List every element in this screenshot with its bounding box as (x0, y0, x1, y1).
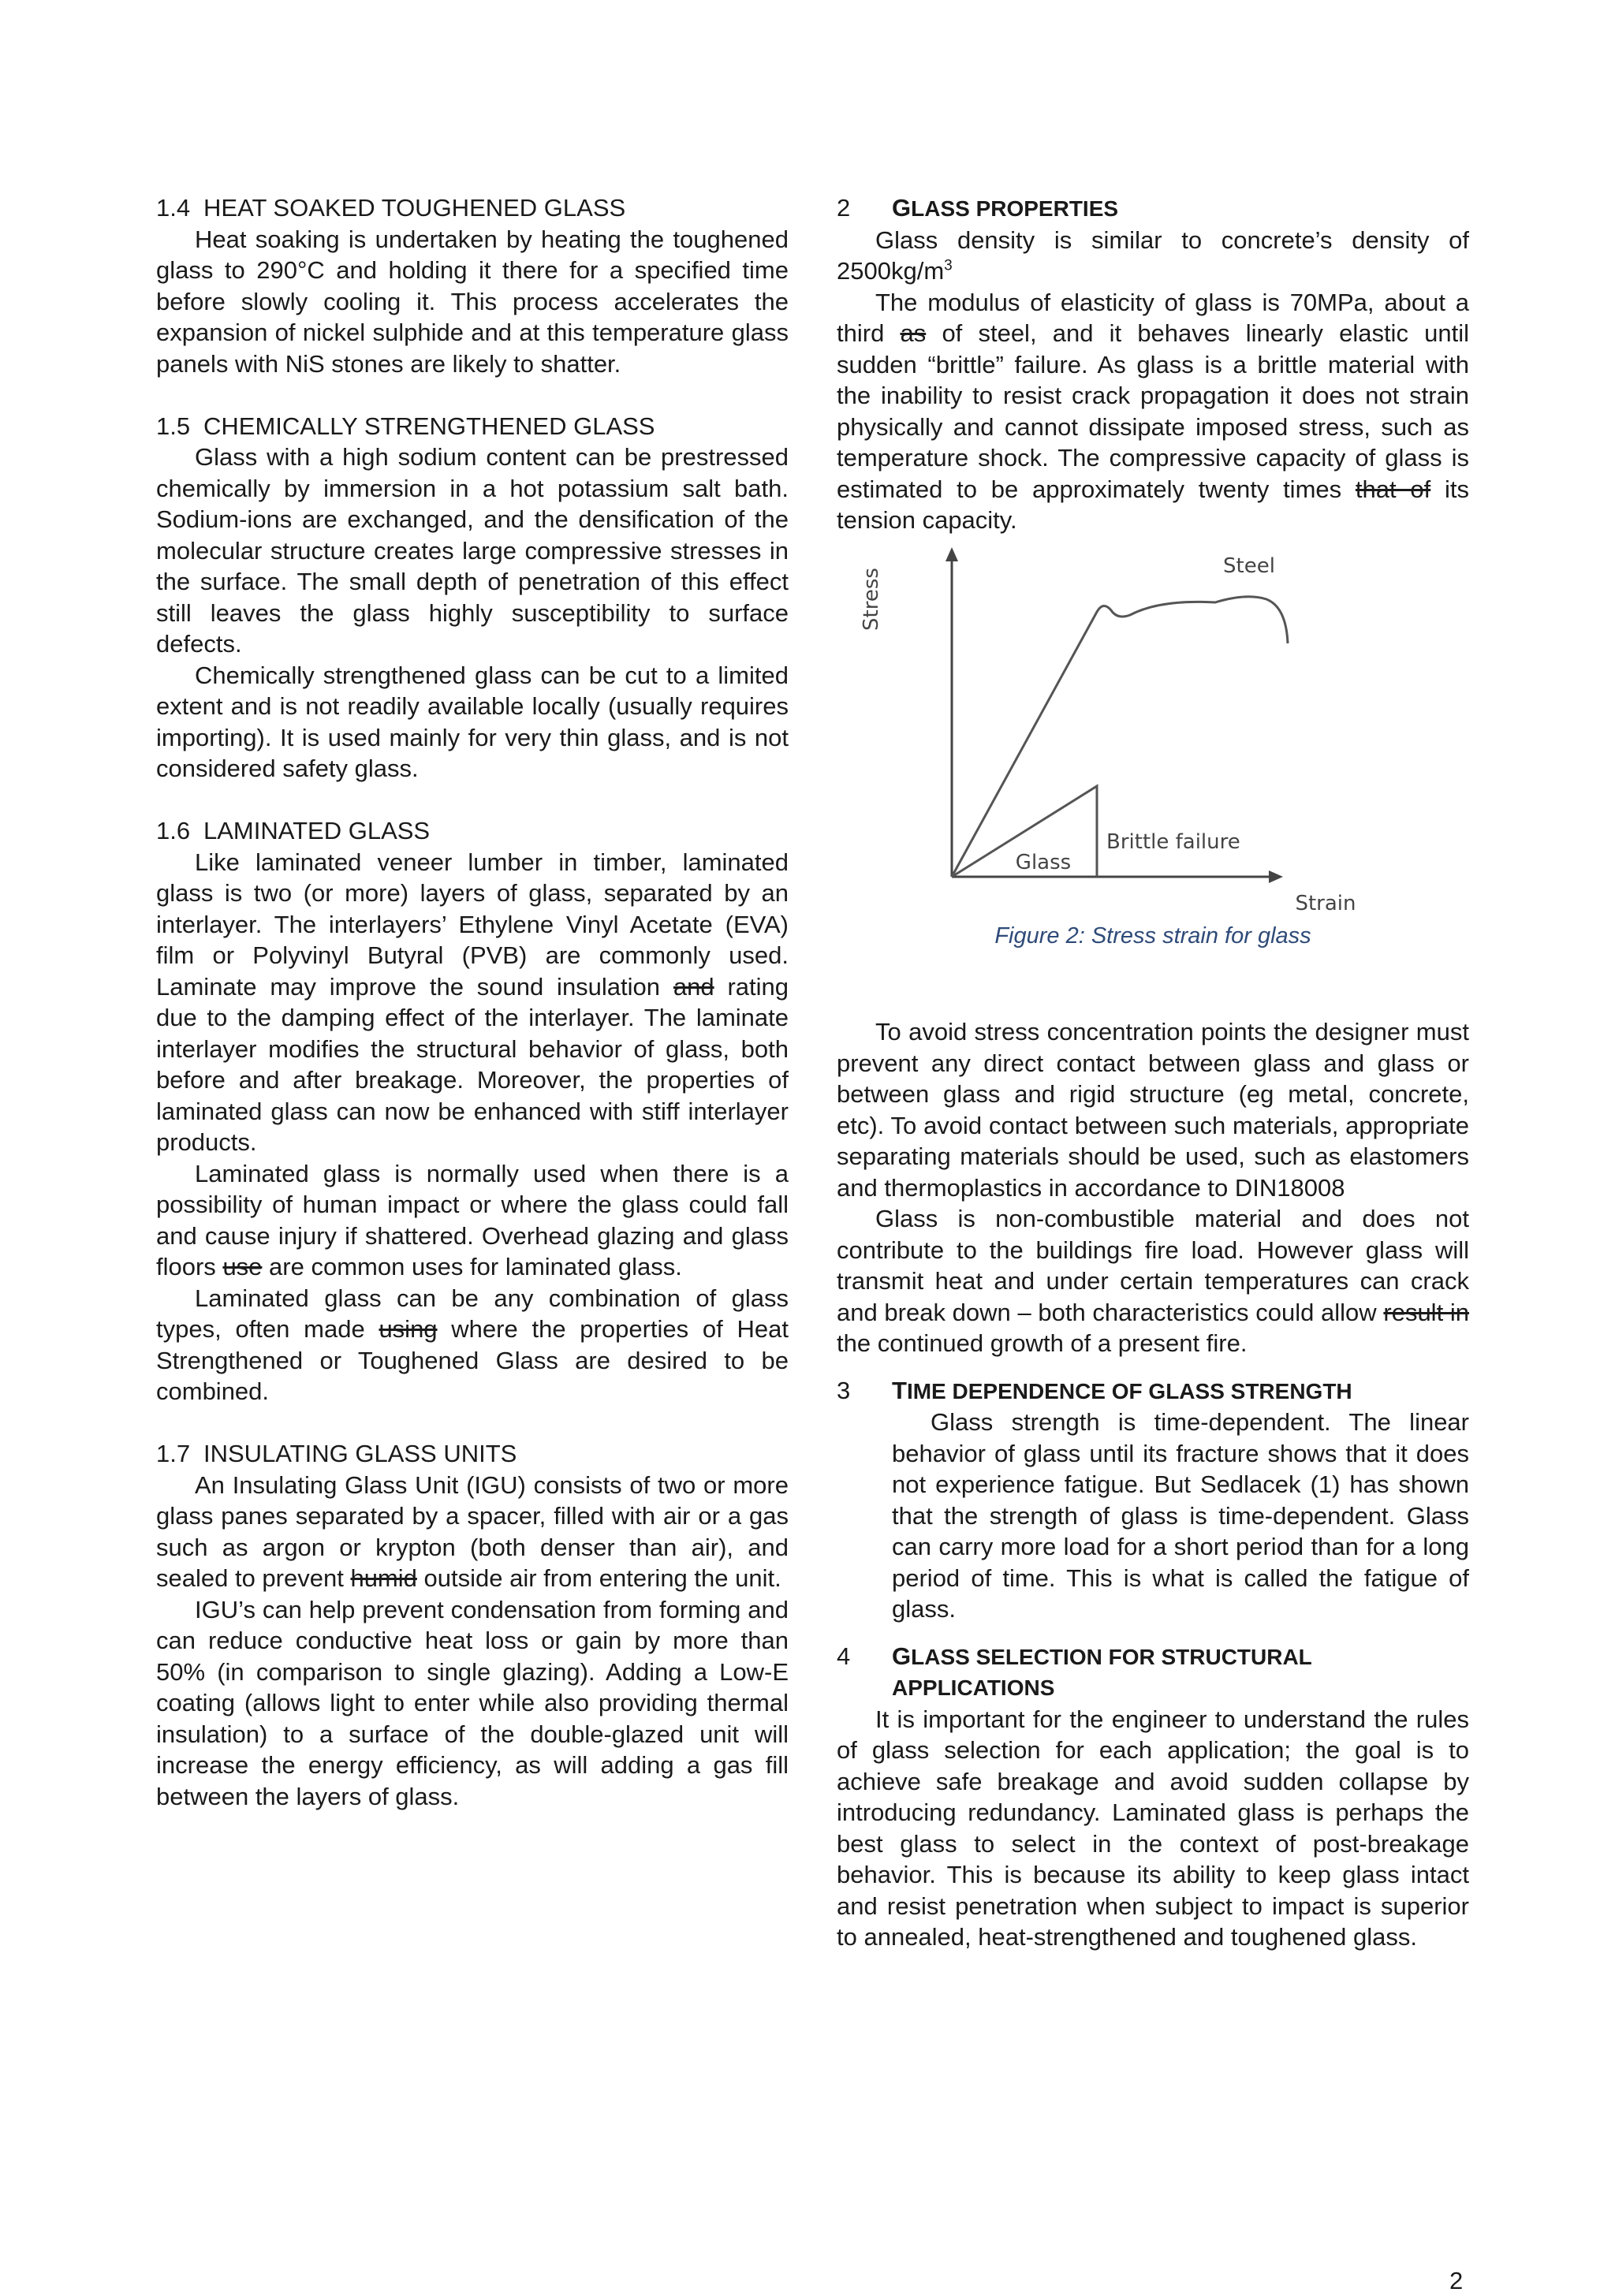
paragraph: Laminated glass can be any combination of glass types, often made using where the properties of Heat Strengthened or Toughened Glass are desired to be combined. (156, 1284, 789, 1405)
section-heading-4: 4 GLASS SELECTION FOR STRUCTURAL (837, 1642, 1312, 1670)
strikethrough-text: use (222, 1253, 263, 1280)
strikethrough-text: result in (1383, 1298, 1470, 1326)
figure-caption: Figure 2: Stress strain for glass (994, 922, 1311, 949)
section-heading-4-line2: APPLICATIONS (892, 1675, 1055, 1700)
stress-strain-chart (837, 544, 1469, 986)
strikethrough-text: that of (1355, 475, 1431, 503)
right-column (837, 192, 1469, 1953)
paragraph: The modulus of elasticity of glass is 70MPa, about a third as of steel, and it behaves linearly elastic until sudden “brittle” failure. As glass is a brittle material with the inability to resist crack propagation it does not strain physically and cannot dissipate imposed stress, such as temperature shock. The compressive capacity of glass is estimated to be approximately twenty times that of its tension capacity. (837, 288, 1469, 534)
brittle-failure-label: Brittle failure (1106, 829, 1240, 854)
glass-label: Glass (1015, 850, 1072, 874)
left-column (156, 192, 789, 1812)
paragraph: An Insulating Glass Unit (IGU) consists of two or more glass panes separated by a spacer, filled with air or a gas such as argon or krypton (both denser than air), and sealed to prevent humid outside air from entering the unit. (156, 1470, 789, 1592)
paragraph: Laminated glass is normally used when there is a possibility of human impact or where the glass could fall and cause injury if shattered. Overhead glazing and glass floors use are common uses for laminated glass. (156, 1159, 789, 1280)
section-heading-2: 2 GLASS PROPERTIES (837, 194, 1119, 222)
paragraph: Glass with a high sodium content can be prestressed chemically by immersion in a hot potassium salt bath. Sodium-ions are exchanged, and the densification of the molecular structure creates large compressive stresses in the surface. The small depth of penetration of this effect still leaves the glass highly susceptibility to surface defects. (156, 443, 789, 658)
paragraph: Glass is non-combustible material and does not contribute to the buildings fire load. However glass will transmit heat and under certain temperatures can crack and break down – both characteristics could allow result in the continued growth of a present fire. (837, 1205, 1470, 1357)
section-heading-3: 3 TIME DEPENDENCE OF GLASS STRENGTH (837, 1376, 1352, 1404)
steel-label: Steel (1223, 554, 1275, 578)
section-heading-1-5: 1.5 CHEMICALLY STRENGTHENED GLASS (156, 412, 655, 440)
section-heading-1-6: 1.6 LAMINATED GLASS (156, 817, 431, 844)
x-axis-arrow (1269, 870, 1283, 883)
paragraph: Chemically strengthened glass can be cut to a limited extent and is not readily available locally (usually requires importing). It is used mainly for very thin glass, and is not considered safety glass. (156, 661, 789, 782)
y-axis-arrow (946, 547, 958, 561)
paragraph: It is important for the engineer to understand the rules of glass selection for each application; the goal is to achieve safe breakage and avoid sudden collapse by introducing redundancy. Laminated glass is perhaps the best glass to select in the context of post-breakage behavior. This is because its ability to keep glass intact and resist penetration when subject to impact is superior to annealed, heat-strengthened and toughened glass. (837, 1705, 1469, 1951)
strikethrough-text: humid (350, 1564, 417, 1592)
paragraph: IGU’s can help prevent condensation from forming and can reduce conductive heat loss or gain by more than 50% (in comparison to single glazing). Adding a Low-E coating (allows light to enter while also providing thermal insulation) to a surface of the double-glazed unit will increase the energy efficiency, as will adding a gas fill between the layers of glass. (156, 1595, 789, 1810)
indented-block (892, 1407, 1469, 1625)
x-axis-label: Strain (1295, 891, 1356, 915)
paragraph: To avoid stress concentration points the designer must prevent any direct contact between glass and glass or between glass and rigid structure (eg metal, concrete, etc). To avoid contact between such materials, appropriate separating materials should be used, such as elastomers and thermoplastics in accordance to DIN18008 (837, 1018, 1469, 1202)
section-heading-1-7: 1.7 INSULATING GLASS UNITS (156, 1440, 517, 1467)
paragraph: Glass density is similar to concrete’s density of $2500kg/m^3$ (837, 226, 1469, 285)
section-heading-1-4: 1.4 HEAT SOAKED TOUGHENED GLASS (156, 194, 626, 222)
page-number: 2 (1449, 2267, 1464, 2294)
strikethrough-text: and (673, 972, 714, 1001)
paragraph: Glass strength is time-dependent. The linear behavior of glass until its fracture shows that it does not experience fatigue. But Sedlacek (1) has shown that the strength of glass is time-dependent. Glass can carry more load for a short period than for a long period of time. This is what is called the fatigue of glass. (892, 1408, 1469, 1623)
strikethrough-text: using (379, 1315, 438, 1343)
stress-strain-figure (837, 544, 1469, 986)
strikethrough-text: as (900, 319, 927, 347)
paragraph: Like laminated veneer lumber in timber, laminated glass is two (or more) layers of glass, separated by an interlayer. The interlayers’ Ethylene Vinyl Acetate (EVA) film or Polyvinyl Butyral (PVB) are commonly used. Laminate may improve the sound insulation and rating due to the damping effect of the interlayer. The laminate interlayer modifies the structural behavior of glass, both before and after breakage. Moreover, the properties of laminated glass can now be enhanced with stiff interlayer products. (156, 848, 789, 1156)
y-axis-label: Stress (860, 567, 883, 631)
paragraph: Heat soaking is undertaken by heating the toughened glass to 290°C and holding it there for a specified time before slowly cooling it. This process accelerates the expansion of nickel sulphide and at this temperature glass panels with NiS stones are likely to shatter. (156, 225, 789, 378)
